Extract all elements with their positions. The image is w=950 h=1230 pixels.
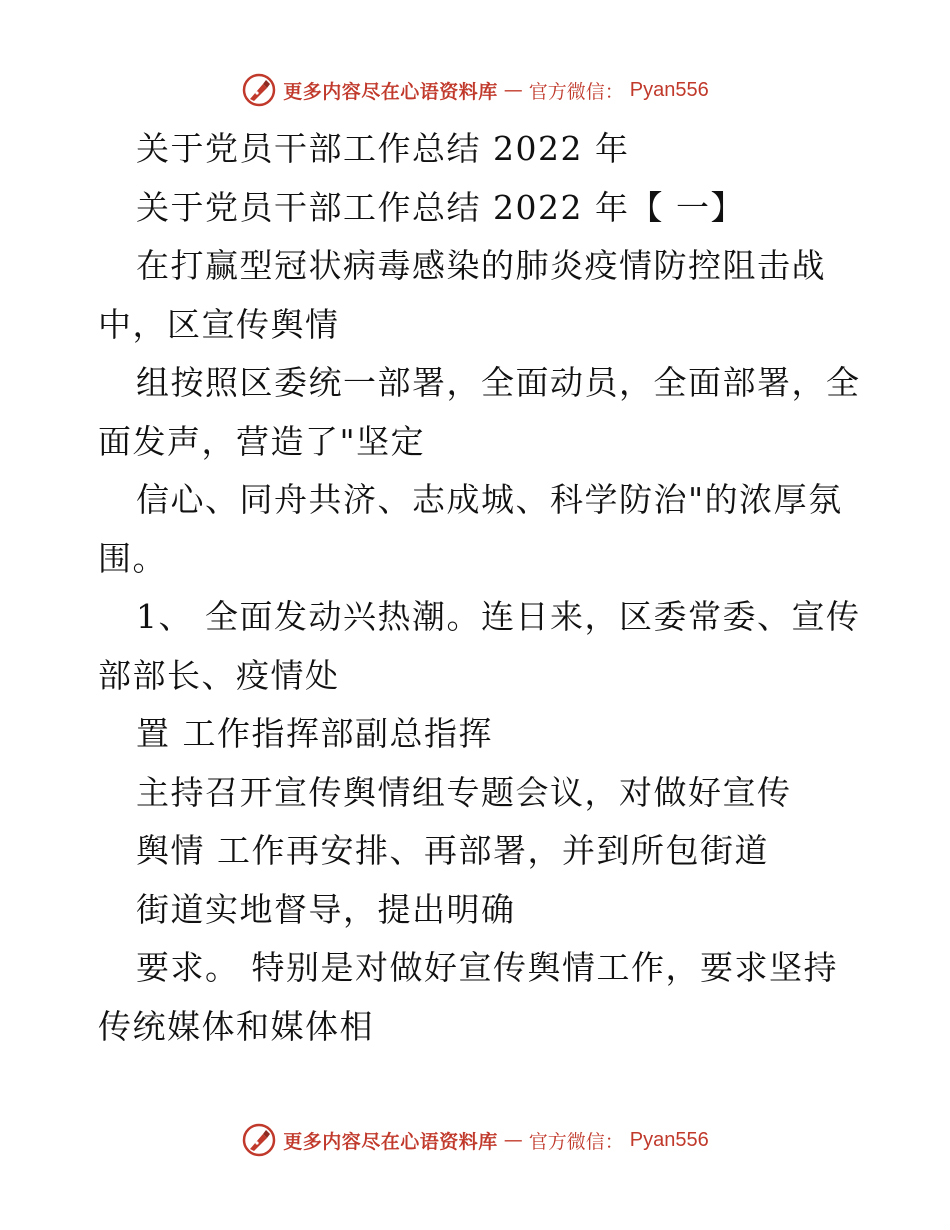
watermark-label: 官方微信：	[528, 80, 624, 103]
header-watermark	[0, 70, 950, 110]
watermark-separator: —	[503, 79, 523, 101]
doc-line: 置 工作指挥部副总指挥	[136, 714, 493, 753]
doc-line: 围。	[98, 538, 167, 578]
watermark-brand: 更多内容尽在心语资料库	[283, 80, 498, 103]
pen-nib-logo-icon	[241, 72, 277, 108]
doc-line: 部部长、疫情处	[98, 655, 340, 695]
doc-line: 组按照区委统一部署，全面动员，全面部署，全	[136, 363, 861, 402]
doc-line: 在打赢型冠状病毒感染的肺炎疫情防控阻击战	[136, 246, 826, 285]
footer-watermark	[0, 1120, 950, 1160]
watermark-id: Pyan556	[629, 1128, 709, 1151]
watermark-brand: 更多内容尽在心语资料库	[283, 1130, 498, 1153]
watermark-id: Pyan556	[629, 78, 709, 101]
doc-subtitle: 关于党员干部工作总结 2022 年【 一】	[136, 187, 745, 227]
document-body	[98, 120, 861, 1056]
doc-line: 信心、同舟共济、志成城、科学防治"的浓厚氛	[136, 480, 843, 519]
doc-title: 关于党员干部工作总结 2022 年	[136, 129, 630, 168]
doc-line: 中，区宣传舆情	[98, 304, 340, 344]
doc-line: 1、 全面发动兴热潮。连日来，区委常委、宣传	[136, 597, 861, 636]
watermark-label: 官方微信：	[528, 1130, 624, 1153]
doc-line: 街道实地督导，提出明确	[136, 889, 516, 929]
doc-line: 传统媒体和媒体相	[98, 1006, 374, 1046]
doc-line: 主持召开宣传舆情组专题会议，对做好宣传	[136, 772, 792, 812]
doc-line: 要求。 特别是对做好宣传舆情工作，要求坚持	[136, 948, 838, 987]
doc-line: 面发声，营造了"坚定	[98, 421, 426, 461]
pen-nib-logo-icon	[241, 1122, 277, 1158]
watermark-separator: —	[503, 1129, 523, 1151]
doc-line: 舆情 工作再安排、再部署，并到所包街道	[136, 831, 769, 870]
